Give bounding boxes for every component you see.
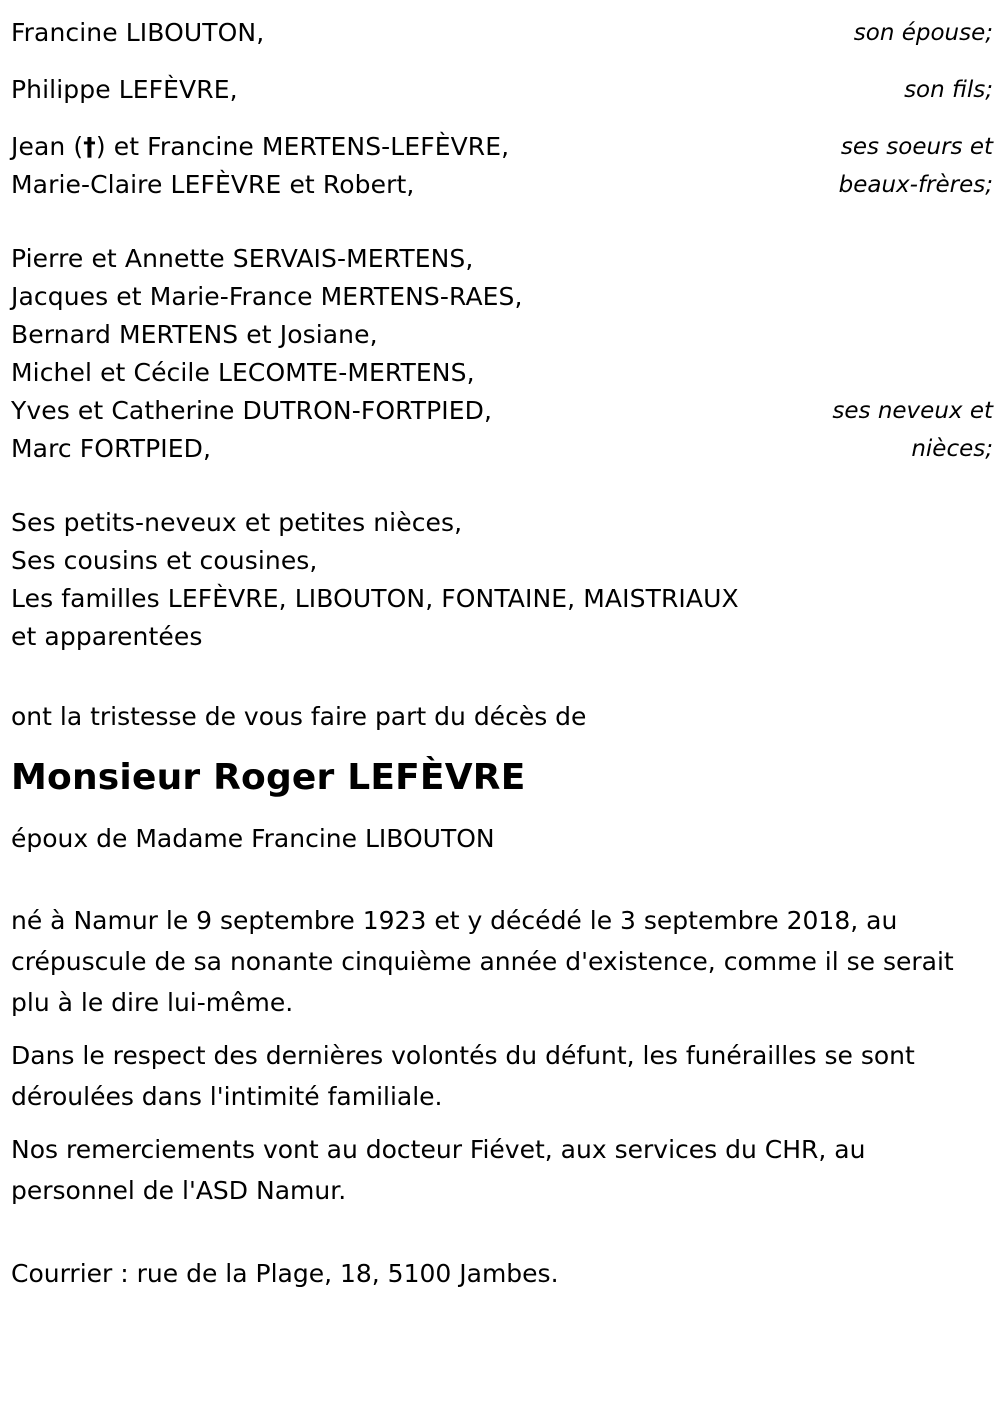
relation-label-text-line1: ses soeurs et	[840, 134, 993, 160]
block-spacer	[11, 109, 993, 128]
relation-label-spouse	[854, 14, 993, 52]
name-line: Jacques et Marie-France MERTENS-RAES,	[11, 282, 523, 311]
relation-block-sisters	[11, 128, 993, 204]
other-relatives-line: Les familles LEFÈVRE, LIBOUTON, FONTAINE, MAISTRIAUX	[11, 584, 739, 613]
name-line	[11, 128, 509, 166]
block-spacer	[11, 204, 993, 240]
other-relatives-line: Ses petits-neveux et petites nièces,	[11, 508, 463, 537]
name-line: Philippe LEFÈVRE,	[11, 75, 238, 104]
block-spacer	[11, 736, 993, 755]
funeral-paragraph: Dans le respect des dernières volontés du défunt, les funérailles se sont déroulées dans l'intimité familiale.	[11, 1041, 915, 1111]
announcement-intro: ont la tristesse de vous faire part du décès de	[11, 702, 587, 731]
block-spacer	[11, 656, 993, 698]
relation-label-text-line2: beaux-frères;	[838, 172, 993, 198]
thanks-paragraph: Nos remerciements vont au docteur Fiévet, aux services du CHR, au personnel de l'ASD Namur.	[11, 1135, 866, 1205]
name-line: Marc FORTPIED,	[11, 434, 212, 463]
block-spacer	[11, 858, 993, 900]
other-relatives-block	[11, 504, 993, 656]
name-line: Marie-Claire LEFÈVRE et Robert,	[11, 170, 415, 199]
relation-label-text-line1: ses neveux et	[832, 398, 993, 424]
relation-label-text: son fils;	[904, 77, 993, 103]
relation-label-nephews	[832, 392, 993, 468]
relation-label-sisters	[839, 128, 993, 204]
paragraph-spacer	[11, 1023, 993, 1035]
mail-address-line: Courrier : rue de la Plage, 18, 5100 Jambes.	[11, 1259, 559, 1288]
block-spacer	[11, 468, 993, 504]
name-line: Yves et Catherine DUTRON-FORTPIED,	[11, 396, 493, 425]
other-relatives-line: et apparentées	[11, 622, 203, 651]
paragraph-spacer	[11, 1117, 993, 1129]
other-relatives-line: Ses cousins et cousines,	[11, 546, 318, 575]
name-line: Francine LIBOUTON,	[11, 18, 265, 47]
name-line: Pierre et Annette SERVAIS-MERTENS,	[11, 244, 474, 273]
block-spacer	[11, 52, 993, 71]
relation-block-nephews	[11, 240, 993, 468]
birth-death-paragraph: né à Namur le 9 septembre 1923 et y décédé le 3 septembre 2018, au crépuscule de sa nonante cinquième année d'existence, comme il se serait plu à le dire lui-même.	[11, 906, 954, 1017]
deceased-name-heading: Monsieur Roger LEFÈVRE	[11, 757, 526, 798]
relation-label-text: son épouse;	[853, 20, 993, 46]
name-text-jean: Jean (†) et Francine MERTENS-LEFÈVRE,	[11, 132, 510, 161]
relation-names-nephews	[11, 240, 523, 468]
relation-names-son	[11, 71, 238, 109]
name-line: Michel et Cécile LECOMTE-MERTENS,	[11, 358, 475, 387]
relation-label-son	[904, 71, 993, 109]
dagger-icon: †	[83, 132, 96, 161]
spouse-of-line: époux de Madame Francine LIBOUTON	[11, 824, 495, 853]
relation-block-spouse	[11, 14, 993, 52]
block-spacer	[11, 801, 993, 820]
relation-label-text-line2: nièces;	[911, 436, 993, 462]
relation-names-sisters	[11, 128, 509, 204]
block-spacer	[11, 1211, 993, 1253]
name-line: Bernard MERTENS et Josiane,	[11, 320, 378, 349]
relation-block-son	[11, 71, 993, 109]
relation-names-spouse	[11, 14, 264, 52]
